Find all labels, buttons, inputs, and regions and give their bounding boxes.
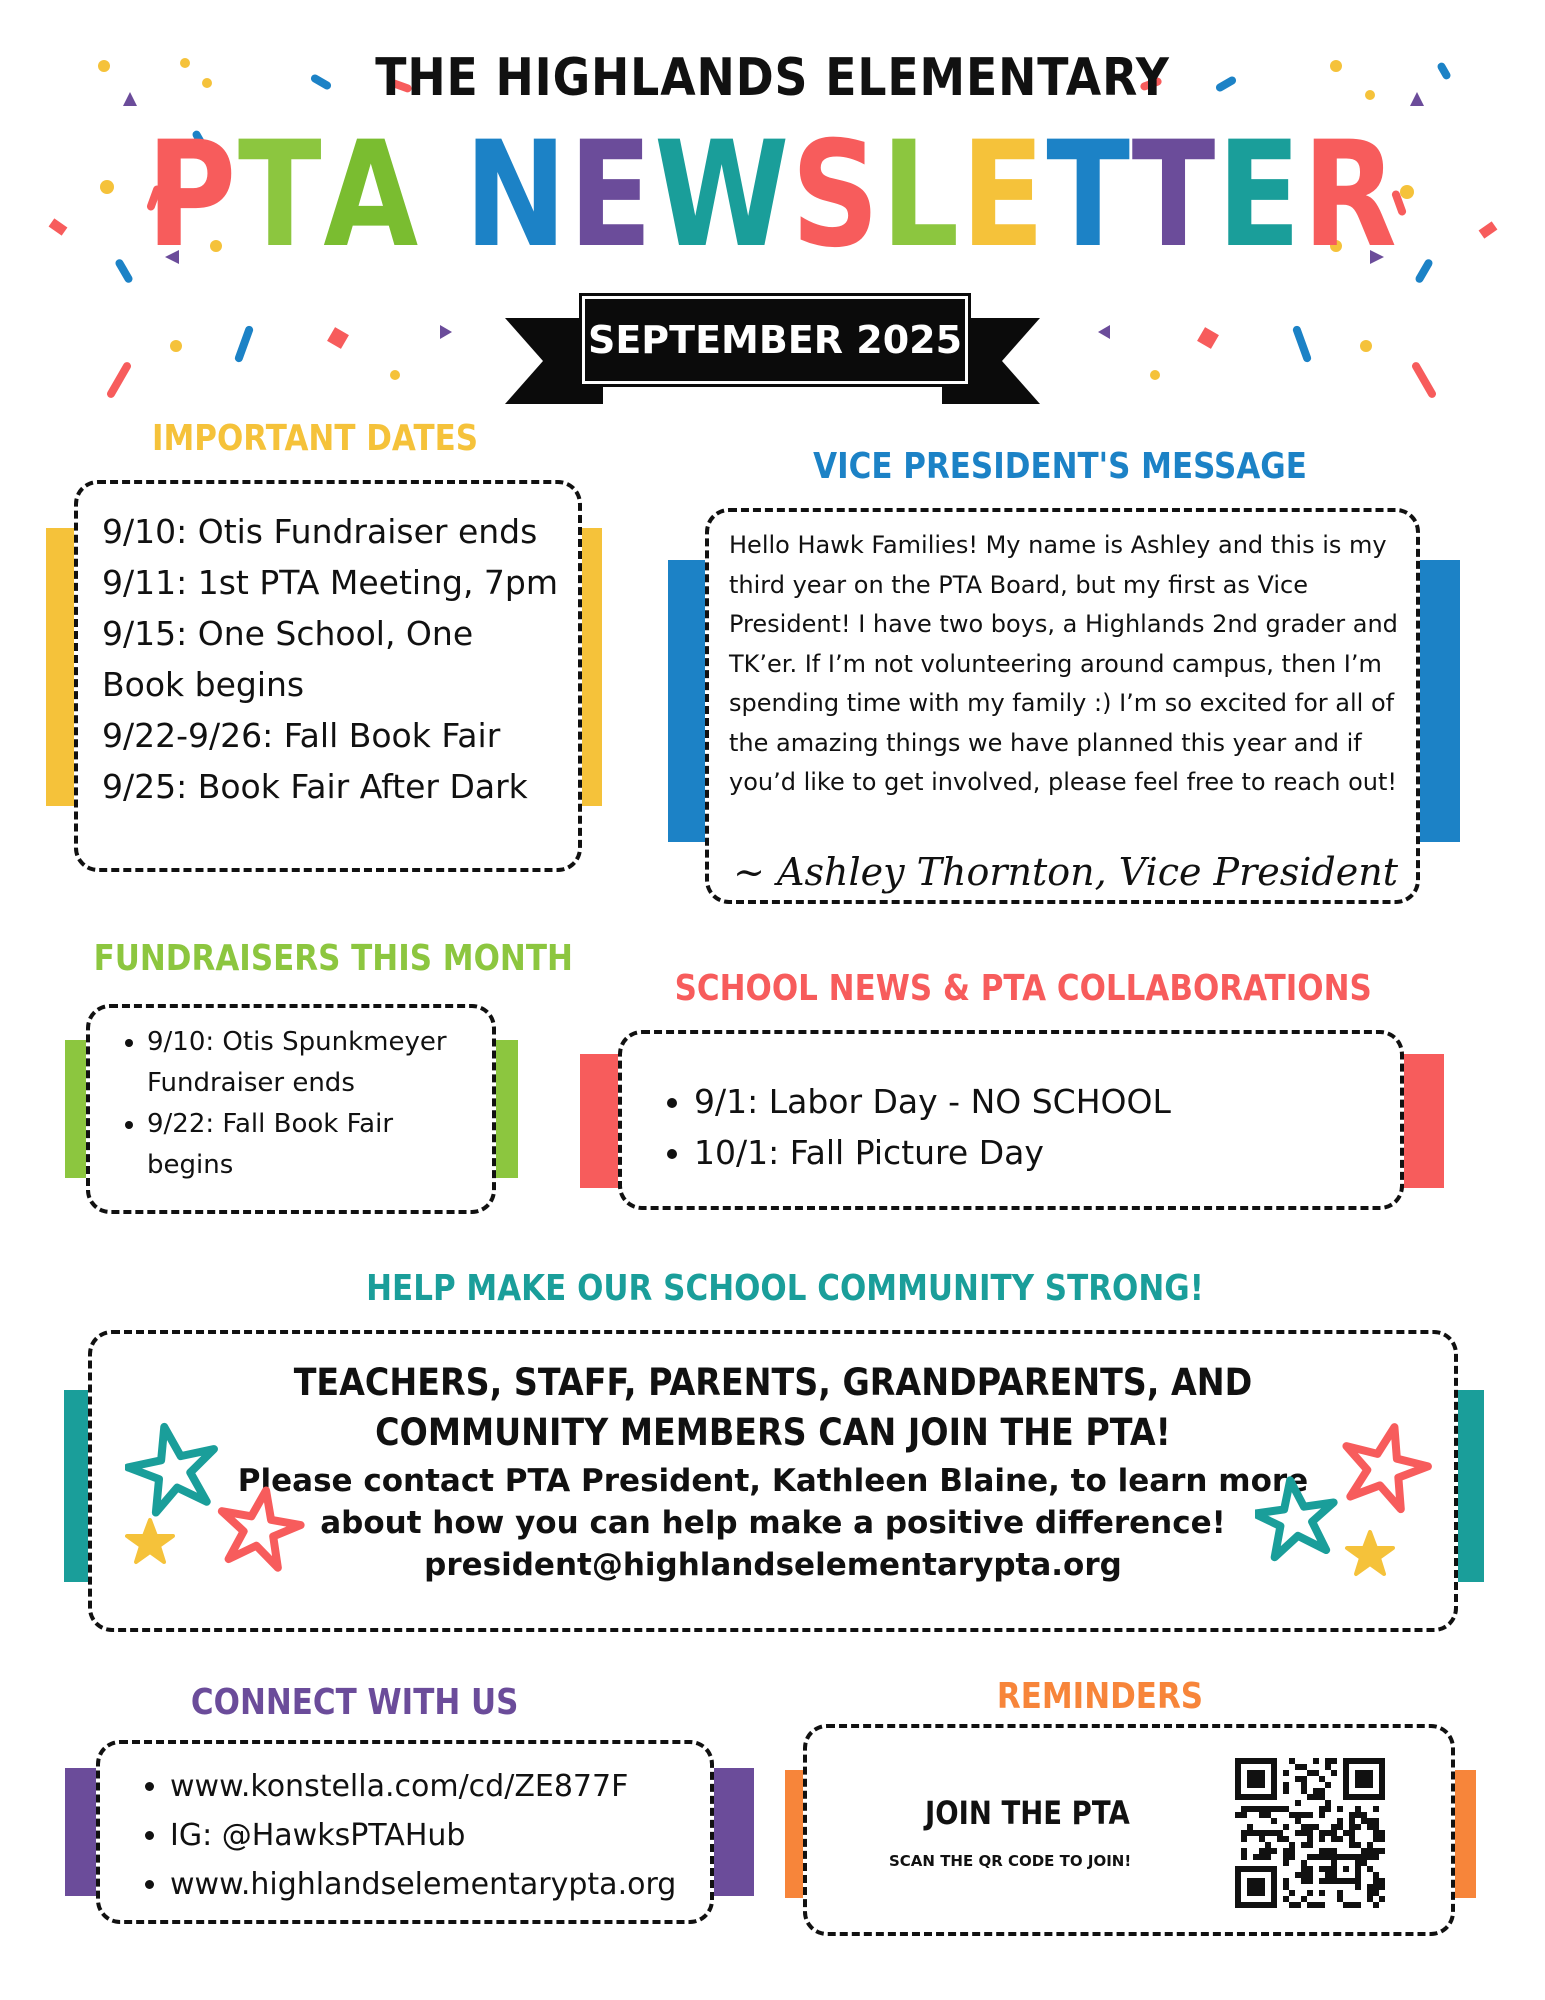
title-letter: T — [1046, 110, 1132, 280]
school-news-list — [622, 1076, 1400, 1178]
qr-code-icon[interactable] — [1235, 1758, 1385, 1908]
title-letter: P — [146, 110, 238, 280]
connect-item: • www.highlandselementarypta.org — [170, 1860, 710, 1909]
vp-message-body: Hello Hawk Families! My name is Ashley and this is my third year on the PTA Board, but my first as Vice President! I have two boys, a Highlands 2nd grader and TK’er. If I’m not volunteering around campus, then I’m spending time with my family :) I’m so excited for all of the amazing things we have planned this year and if you’d like to get involved, please feel free to reach out! — [729, 531, 1398, 796]
connect-box — [96, 1740, 714, 1924]
community-bar-right — [1454, 1390, 1484, 1582]
community-body-line-1: Please contact PTA President, Kathleen Blaine, to learn more — [237, 1463, 1309, 1499]
reminders-box — [803, 1724, 1455, 1936]
school-news-item: • 9/1: Labor Day - NO SCHOOL — [694, 1076, 1400, 1127]
community-body-line-2: about how you can help make a positive difference! — [320, 1505, 1226, 1541]
community-title-line-1: TEACHERS, STAFF, PARENTS, GRANDPARENTS, AND — [293, 1361, 1253, 1404]
school-news-item: • 10/1: Fall Picture Day — [694, 1127, 1400, 1178]
title-letter: T — [237, 110, 324, 280]
community-title-line-2: COMMUNITY MEMBERS CAN JOIN THE PTA! — [375, 1411, 1171, 1454]
title-letter: E — [568, 110, 655, 280]
reminders-heading: REMINDERS — [996, 1676, 1204, 1717]
reminders-title: JOIN THE PTA — [925, 1794, 1130, 1832]
reminders-bar-right — [1452, 1770, 1476, 1898]
school-name: THE HIGHLANDS ELEMENTARY — [375, 48, 1170, 108]
newsletter-title — [124, 110, 1422, 280]
title-letter: T — [1131, 110, 1218, 280]
school-news-box — [618, 1030, 1404, 1210]
title-letter — [420, 115, 464, 275]
date-banner: SEPTEMBER 2025 — [582, 296, 968, 384]
connect-heading: CONNECT WITH US — [190, 1682, 519, 1723]
title-letter: L — [881, 110, 961, 280]
title-letter: A — [323, 110, 420, 280]
important-dates-heading: IMPORTANT DATES — [151, 418, 479, 459]
school-news-bar-right — [1400, 1054, 1444, 1188]
school-news-heading: SCHOOL NEWS & PTA COLLABORATIONS — [674, 968, 1372, 1009]
title-letter: E — [960, 110, 1047, 280]
fundraisers-box — [86, 1004, 496, 1214]
vp-signature: ~ Ashley Thornton, Vice President — [733, 850, 1398, 894]
community-heading: HELP MAKE OUR SCHOOL COMMUNITY STRONG! — [366, 1268, 1204, 1309]
reminders-subtitle: SCAN THE QR CODE TO JOIN! — [889, 1852, 1132, 1870]
stars-left-icon — [125, 1420, 305, 1590]
community-title — [160, 1358, 1386, 1458]
important-dates-list — [78, 484, 578, 812]
stars-right-icon — [1255, 1420, 1435, 1590]
important-date-item: 9/10: Otis Fundraiser ends — [102, 512, 538, 551]
connect-item: • www.konstella.com/cd/ZE877F — [170, 1762, 710, 1811]
connect-bar-right — [710, 1768, 754, 1896]
fundraiser-item: • 9/22: Fall Book Fair begins — [147, 1104, 472, 1186]
title-letter: S — [791, 110, 882, 280]
title-letter: R — [1302, 110, 1399, 280]
important-dates-box — [74, 480, 582, 872]
vp-message-box — [705, 508, 1420, 904]
title-letter: E — [1217, 110, 1303, 280]
title-letter: N — [464, 110, 569, 280]
important-date-item: 9/22-9/26: Fall Book Fair — [102, 716, 501, 755]
important-date-item: 9/15: One School, One Book begins — [102, 614, 474, 704]
vp-message-heading: VICE PRESIDENT'S MESSAGE — [813, 446, 1307, 487]
vp-bar-right — [1420, 560, 1460, 842]
connect-item: • IG: @HawksPTAHub — [170, 1811, 710, 1860]
title-letter: W — [654, 110, 792, 280]
fundraisers-list — [90, 1022, 492, 1186]
fundraisers-heading: FUNDRAISERS THIS MONTH — [93, 938, 573, 979]
vp-bar-left — [668, 560, 708, 842]
connect-list — [100, 1762, 710, 1909]
community-email: president@highlandselementarypta.org — [424, 1547, 1122, 1583]
fundraiser-item: • 9/10: Otis Spunkmeyer Fundraiser ends — [147, 1022, 472, 1104]
important-date-item: 9/25: Book Fair After Dark — [102, 767, 528, 806]
important-date-item: 9/11: 1st PTA Meeting, 7pm — [102, 563, 559, 602]
